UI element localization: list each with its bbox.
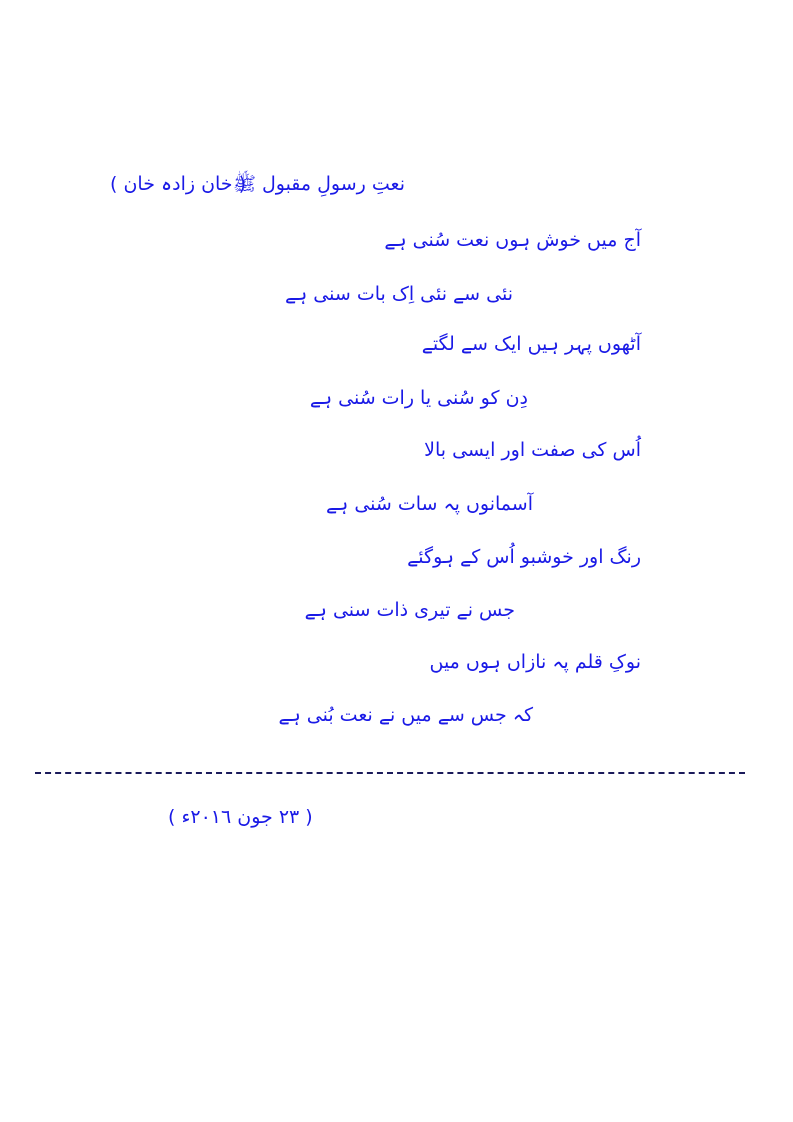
poem-line: آسمانوں پہ سات سُنی ہے (326, 493, 533, 515)
poem-line: نئی سے نئی اِک بات سنی ہے (284, 283, 513, 305)
poem-line: آٹھوں پہر ہیں ایک سے لگتے (421, 333, 641, 355)
poem-line: نوکِ قلم پہ نازاں ہوں میں (429, 651, 641, 673)
poet-name: ( خان زادہ خان ) (110, 173, 247, 195)
poem-line: اُس کی صفت اور ایسی بالا (424, 439, 641, 461)
poem-date: ( ۲۳ جون ۲۰۱٦ء ) (168, 806, 313, 828)
poem-title: نعتِ رسولِ مقبول ﷺ (232, 173, 405, 195)
poem-line: آج میں خوش ہوں نعت سُنی ہے (384, 229, 641, 251)
poem-line: رنگ اور خوشبو اُس کے ہوگئے (407, 546, 641, 568)
poem-line: جس نے تیری ذات سنی ہے (304, 599, 515, 621)
poem-line: کہ جس سے میں نے نعت بُنی ہے (278, 704, 533, 726)
poem-line: دِن کو سُنی یا رات سُنی ہے (309, 387, 528, 409)
dashed-divider (35, 772, 745, 774)
